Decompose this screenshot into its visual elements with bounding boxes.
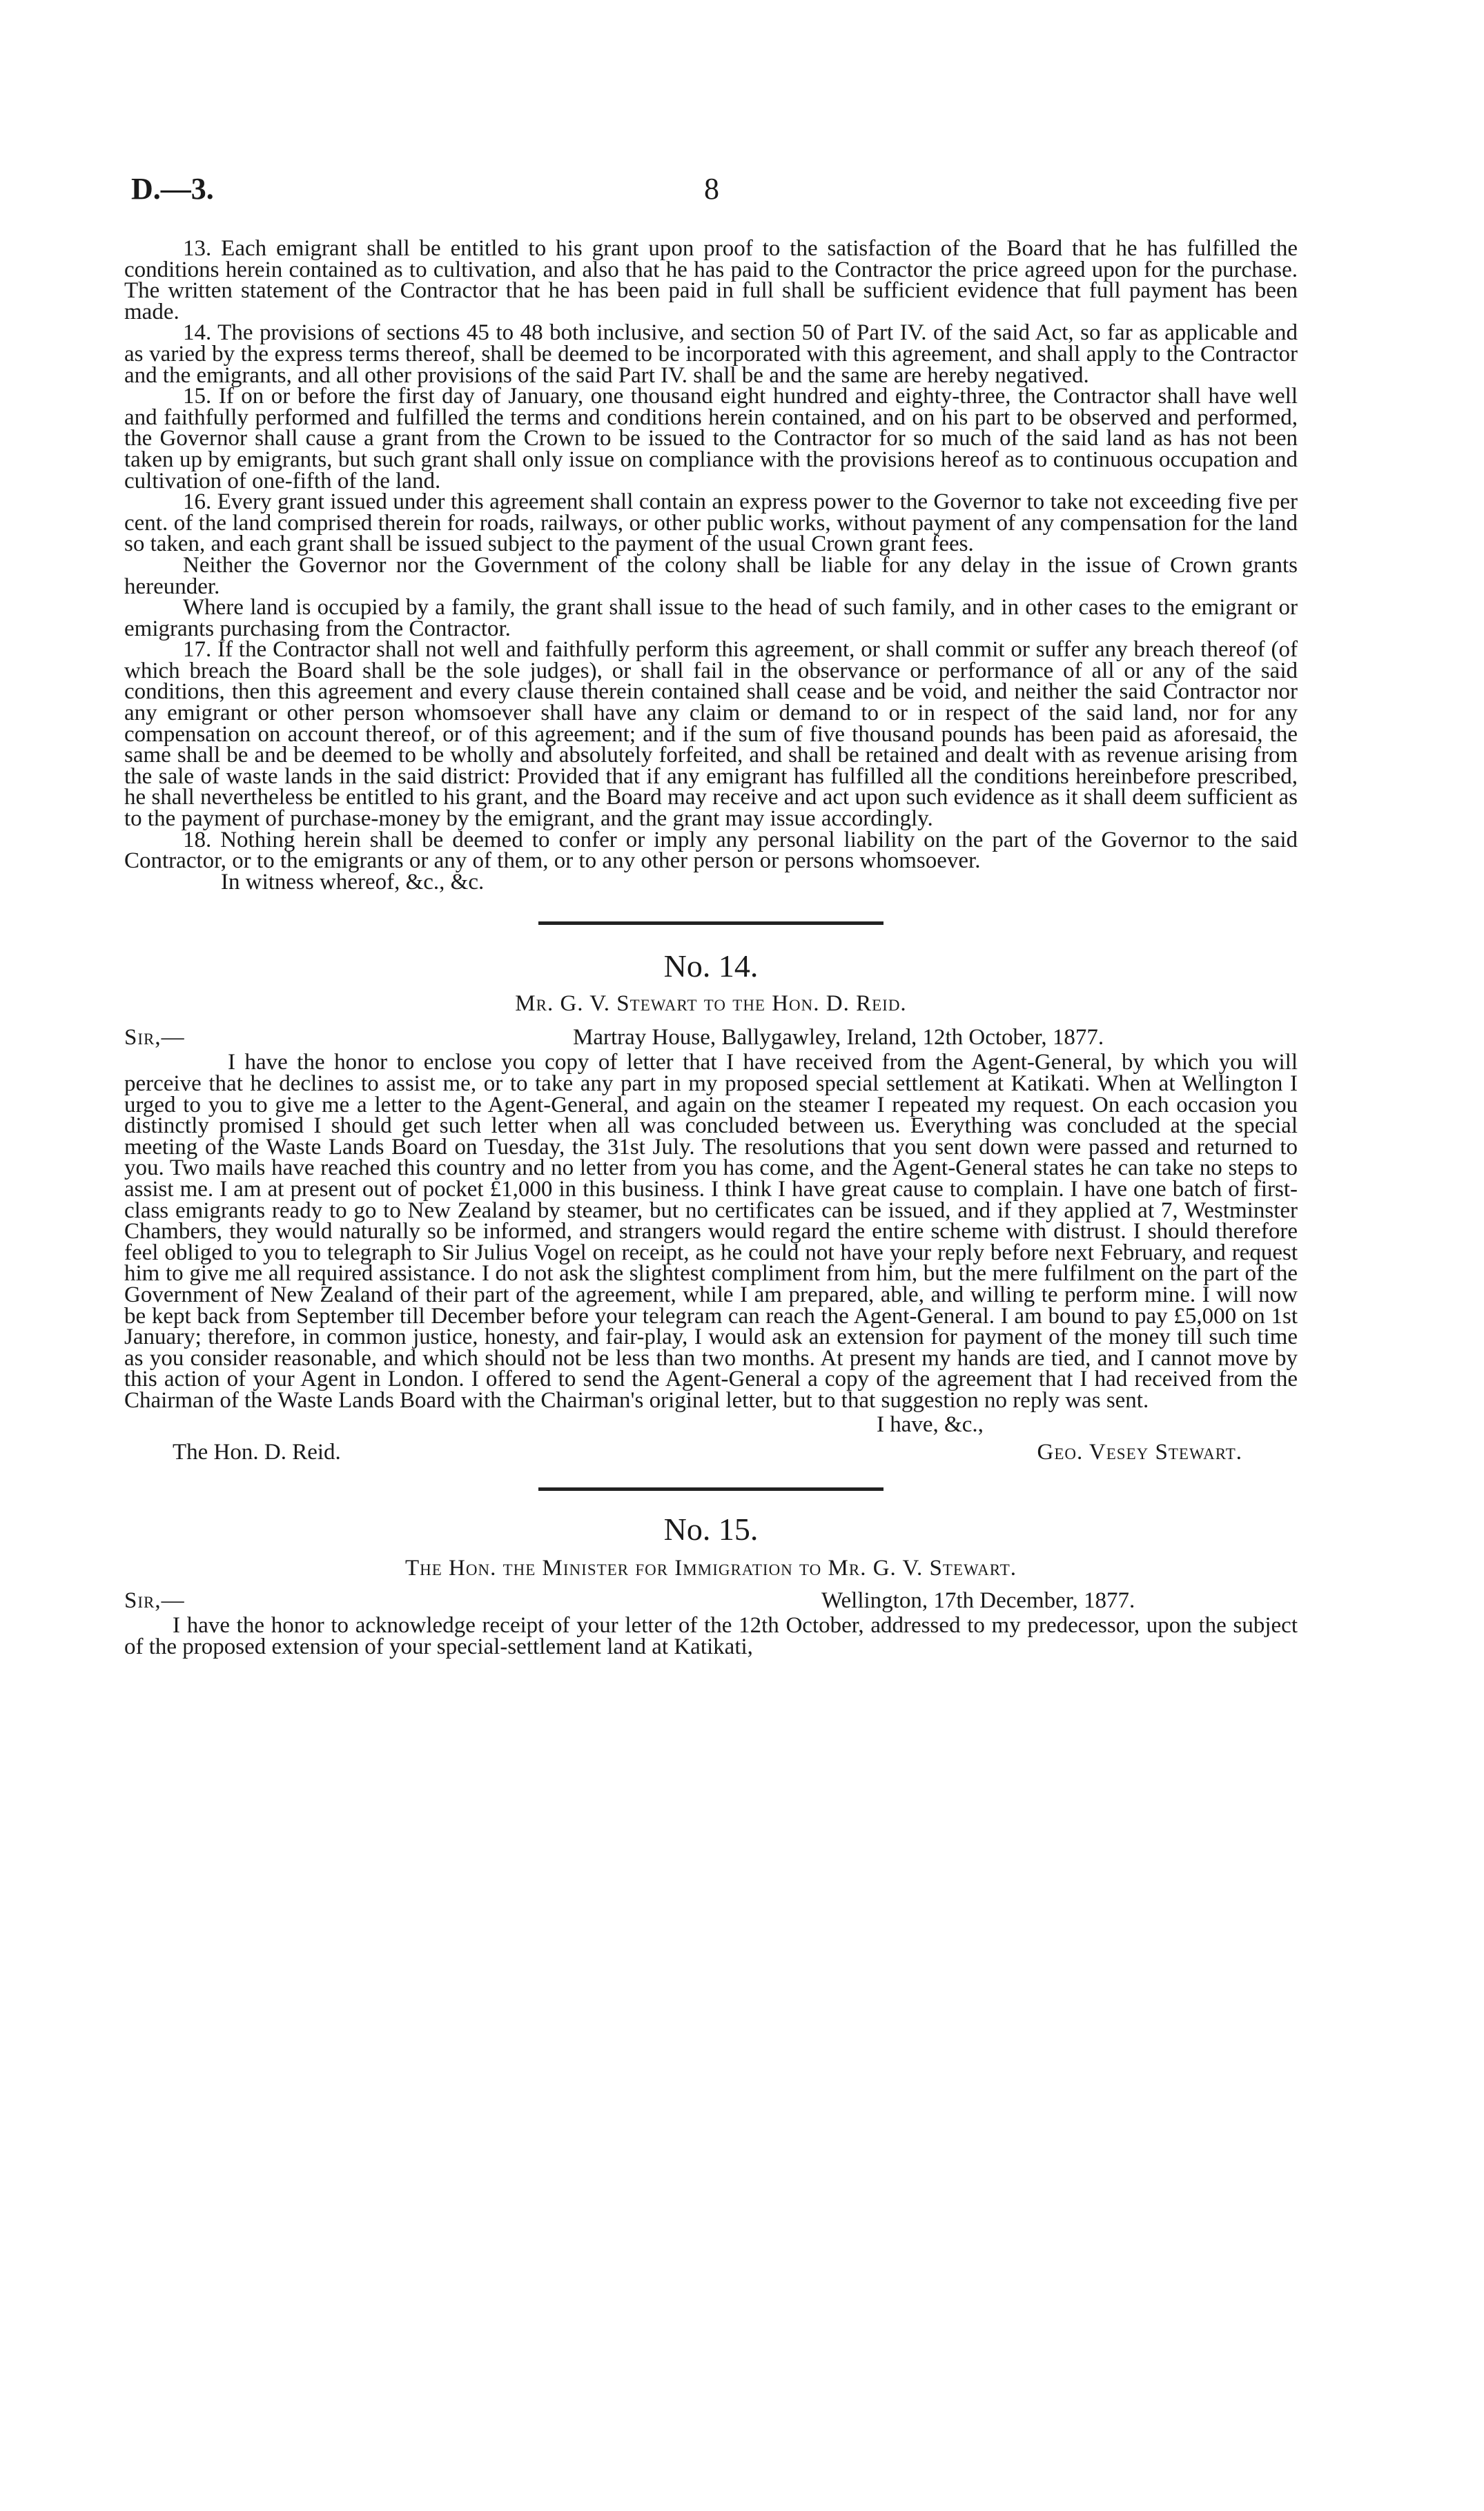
page-header xyxy=(131,171,1339,213)
letter-14-signature-row xyxy=(124,1440,1298,1464)
letter-15-dateline xyxy=(124,1590,1298,1615)
section-divider-1 xyxy=(538,921,883,925)
letter-14-address-date: Martray House, Ballygawley, Ireland, 12th October, 1877. xyxy=(573,1025,1104,1051)
letter-14-closing: I have, &c., xyxy=(877,1411,984,1437)
clause-13: 13. Each emigrant shall be entitled to his grant upon proof to the satisfaction of the Board that he has fulfilled the conditions herein contained as to cultivation, and also that he has paid to the Contractor the price agreed upon for the purchase. The written statement of the Contractor that he has been paid in full shall be sufficient evidence that full payment has been made. xyxy=(124,236,1298,324)
letter-14-number: No. 14. xyxy=(663,948,759,984)
letter-14 xyxy=(124,947,1298,1464)
page-number: 8 xyxy=(704,172,719,206)
document-reference: D.—3. xyxy=(131,172,214,206)
letter-15 xyxy=(124,1510,1298,1657)
contract-clauses xyxy=(124,236,1298,895)
letter-15-salutation: Sir,— xyxy=(124,1588,185,1614)
clause-18: 18. Nothing herein shall be deemed to confer or imply any personal liability on the part of the Governor to the said Contractor, or to the emigrants or any of them, or to any other person or persons whomsoever. xyxy=(124,827,1298,874)
letter-14-body: I have the honor to enclose you copy of letter that I have received from the Agent-General, by which you will perceive that he declines to assist me, or to take any part in my proposed special settlement at Katikati. When at Wellington I urged to you to give me a letter to the Agent-General, and again on the steamer I repeated my request. On each occasion you distinctly promised I should get such letter when all was concluded between us. Everything was concluded at the special meeting of the Waste Lands Board on Tuesday, the 31st July. The resolutions that you sent down were passed and returned to you. Two mails have reached this country and no letter from you has come, and the Agent-General states he can take no steps to assist me. I am at present out of pocket £1,000 in this business. I think I have great cause to complain. I have one batch of first-class emigrants ready to go to New Zealand by steamer, but no certificates can be issued, and if they applied at 7, Westminster Chambers, they would naturally so be informed, and strangers would regard the entire scheme with distrust. I should therefore feel obliged to you to telegraph to Sir Julius Vogel on receipt, as he could not have your reply before next February, and request him to give me all required assistance. I do not ask the slightest compliment from him, but the mere fulfilment on the part of the Government of New Zealand of their part of the agreement, while I am prepared, able, and willing te perform mine. I will now be kept back from September till December before your telegram can reach the Agent-General. I am bound to pay £5,000 on 1st January; therefore, in common justice, honesty, and fair-play, I would ask an extension for payment of the money till such time as you consider reasonable, and which should not be less than two months. At present my hands are tied, and I cannot move by this action of your Agent in London. I offered to send the Agent-General a copy of the agreement that I had received from the Chairman of the Waste Lands Board with the Chairman's original letter, but to that suggestion no reply was sent. xyxy=(124,1050,1298,1413)
clause-16-family-grant: Where land is occupied by a family, the grant shall issue to the head of such family, and in other cases to the emigrant or emigrants purchasing from the Contractor. xyxy=(124,595,1298,641)
letter-14-salutation: Sir,— xyxy=(124,1025,185,1051)
letter-15-title: The Hon. the Minister for Immigration to Mr. G. V. Stewart. xyxy=(404,1556,1017,1581)
letter-14-addressee: The Hon. D. Reid. xyxy=(173,1440,341,1465)
section-divider-2 xyxy=(538,1487,883,1491)
letter-15-number: No. 15. xyxy=(663,1512,759,1547)
page-body xyxy=(124,238,1298,1657)
letter-15-body: I have the honor to acknowledge receipt of your letter of the 12th October, addressed to my predecessor, upon the subject of the proposed extension of your special-settlement land at Katikati, xyxy=(124,1613,1298,1659)
witness-line: In witness whereof, &c., &c. xyxy=(221,869,485,895)
clause-15: 15. If on or before the first day of January, one thousand eight hundred and eighty-three, the Contractor shall have well and faithfully performed and fulfilled the terms and conditions herein contained, and on his part to be observed and performed, the Governor shall cause a grant from the Crown to be issued to the Contractor for so much of the said land as has not been taken up by emigrants, but such grant shall only issue on compliance with the provisions hereof as to continuous occupation and cultivation of one-fifth of the land. xyxy=(124,384,1298,494)
clause-14: 14. The provisions of sections 45 to 48 both inclusive, and section 50 of Part IV. of the said Act, so far as applicable and as varied by the express terms thereof, shall be deemed to be incorporated with this agreement, and shall apply to the Contractor and the emigrants, and all other provisions of the said Part IV. shall be and the same are hereby negatived. xyxy=(124,320,1298,388)
clause-17: 17. If the Contractor shall not well and faithfully perform this agreement, or shall commit or suffer any breach thereof (of which breach the Board shall be the sole judges), or shall fail in the observance or performance of all or any of the said conditions, then this agreement and every clause therein contained shall cease and be void, and neither the said Contractor nor any emigrant or other person whomsoever shall have any claim or demand to or in respect of the said land, nor for any compensation on account thereof, or of this agreement; and if the sum of five thousand pounds has been paid as aforesaid, the same shall be and be deemed to be wholly and absolutely forfeited, and shall be retained and dealt with as revenue arising from the sale of waste lands in the said district: Provided that if any emigrant has fulfilled all the conditions hereinbefore prescribed, he shall nevertheless be entitled to his grant, and the Board may receive and act upon such evidence as it shall deem sufficient as to the payment of purchase-money by the emigrant, and the grant may issue accordingly. xyxy=(124,637,1298,832)
clause-16-governor-liability: Neither the Governor nor the Government of the colony shall be liable for any delay in the issue of Crown grants hereunder. xyxy=(124,552,1298,599)
letter-15-address-date: Wellington, 17th December, 1877. xyxy=(821,1588,1135,1614)
letter-14-title: Mr. G. V. Stewart to the Hon. D. Reid. xyxy=(515,991,907,1017)
letter-14-dateline xyxy=(124,1027,1298,1052)
clause-16: 16. Every grant issued under this agreement shall contain an express power to the Governor to take not exceeding five per cent. of the land comprised therein for roads, railways, or other public works, without payment of any compensation for the land so taken, and each grant shall be issued subject to the payment of the usual Crown grant fees. xyxy=(124,489,1298,557)
letter-14-signature: Geo. Vesey Stewart. xyxy=(1037,1440,1242,1465)
